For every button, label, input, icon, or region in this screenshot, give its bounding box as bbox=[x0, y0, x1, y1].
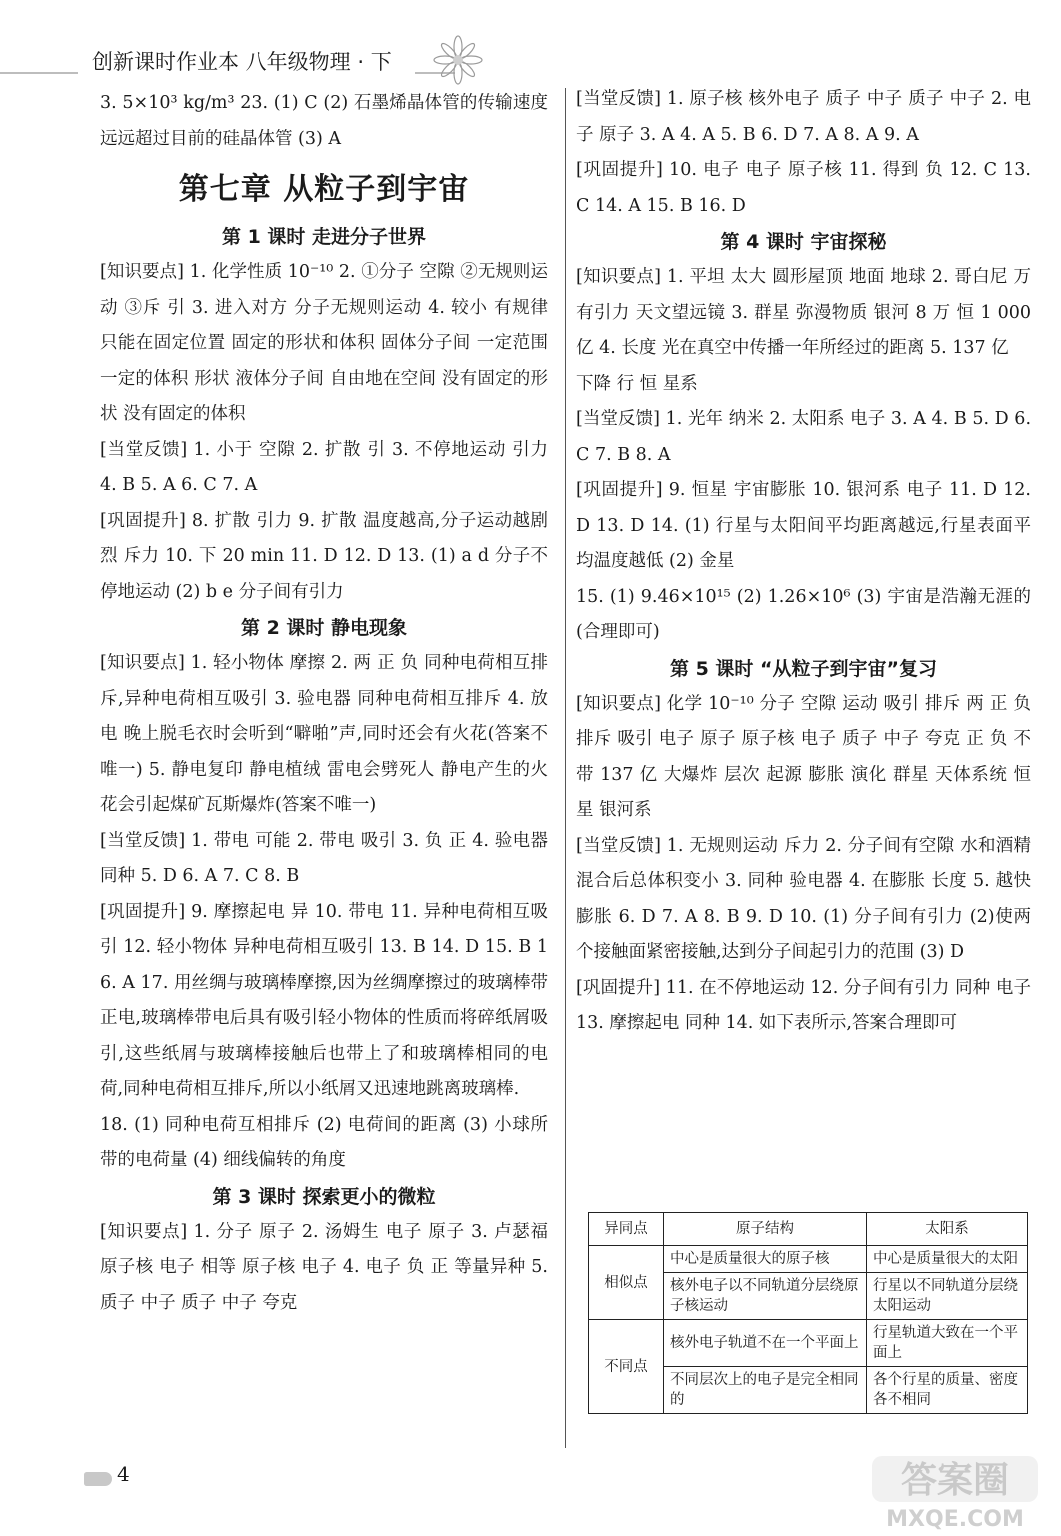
flower-icon bbox=[432, 34, 484, 86]
answer-text: 1. 光年 纳米 2. 太阳系 电子 3. A 4. B 5. D 6. C 7. B 8. A bbox=[576, 409, 1032, 465]
section-tag: [巩固提升] bbox=[100, 510, 186, 531]
answer-paragraph bbox=[576, 829, 1031, 971]
table-cell: 行星以不同轨道分层绕太阳运动 bbox=[867, 1273, 1028, 1320]
watermark-logo bbox=[858, 1452, 1048, 1532]
answer-paragraph bbox=[576, 473, 1031, 580]
section-tag: [知识要点] bbox=[100, 1221, 188, 1242]
answer-text: 10. 电子 电子 原子核 11. 得到 负 12. C 13. C 14. A 15. B 16. D bbox=[576, 160, 1031, 216]
answer-paragraph: 15. (1) 9.46×10¹⁵ (2) 1.26×10⁶ (3) 宇宙是浩瀚无涯的(合理即可) bbox=[576, 586, 1031, 642]
answer-paragraph bbox=[576, 153, 1031, 224]
table-cell: 行星轨道大致在一个平面上 bbox=[867, 1320, 1028, 1367]
table-cell: 中心是质量很大的原子核 bbox=[664, 1246, 867, 1273]
table-header-cell: 原子结构 bbox=[664, 1213, 867, 1246]
table-cell: 各个行星的质量、密度各不相同 bbox=[867, 1367, 1028, 1414]
answer-paragraph bbox=[576, 82, 1031, 153]
comparison-table bbox=[588, 1212, 1028, 1414]
answer-paragraph: 下降 行 恒 星系 bbox=[576, 373, 698, 394]
answer-paragraph: 18. (1) 同种电荷互相排斥 (2) 电荷间的距离 (3) 小球所带的电荷量 (4) 细线偏转的角度 bbox=[100, 1114, 548, 1170]
section-tag: [知识要点] bbox=[100, 653, 185, 673]
section-tag: [巩固提升] bbox=[100, 901, 186, 922]
column-divider bbox=[565, 88, 566, 1448]
answer-text: 1. 带电 可能 2. 带电 吸引 3. 负 正 4. 验电器 同种 5. D 6. A 7. C 8. B bbox=[100, 830, 549, 886]
answer-paragraph bbox=[100, 433, 548, 504]
answer-text: 1. 轻小物体 摩擦 2. 两 正 负 同种电荷相互排斥,异种电荷相互吸引 3. 验电器 同种电荷相互排斥 4. 放电 晚上脱毛衣时会听到“噼啪”声,同时还会有火花(答案不唯一) 5. 静电复印 静电植绒 雷电会劈死人 静电产生的火花会引起煤矿瓦斯爆炸(答案不唯一) bbox=[100, 653, 548, 815]
section-tag: [知识要点] bbox=[576, 267, 662, 287]
lesson-title: 第 2 课时 静电现象 bbox=[240, 617, 408, 639]
svg-text:MXQE.COM: MXQE.COM bbox=[886, 1507, 1024, 1532]
answer-text: 8. 扩散 引力 9. 扩散 温度越高,分子运动越剧烈 斥力 10. 下 20 min 11. D 12. D 13. (1) a d 分子不停地运动 (2) b e 分子间有引力 bbox=[100, 510, 548, 602]
answer-paragraph bbox=[100, 824, 548, 895]
table-header-cell: 太阳系 bbox=[867, 1213, 1028, 1246]
answer-text: 1. 平坦 太大 圆形屋顶 地面 地球 2. 哥白尼 万有引力 天文望远镜 3. 群星 弥漫物质 银河 8 万 恒 1 000 亿 4. 长度 光在真空中传播一年所经过的距离 5. 137 亿 bbox=[576, 267, 1031, 358]
answer-text: 9. 恒星 宇宙膨胀 10. 银河系 电子 11. D 12. D 13. D 14. (1) 行星与太阳间平均距离越远,行星表面平均温度越低 (2) 金星 bbox=[576, 480, 1031, 571]
page-header bbox=[0, 38, 560, 82]
table-cell: 核外电子以不同轨道分层绕原子核运动 bbox=[664, 1273, 867, 1320]
chapter-title: 第七章 从粒子到宇宙 bbox=[178, 172, 470, 207]
lesson-title: 第 4 课时 宇宙探秘 bbox=[720, 231, 887, 253]
answer-text: 1. 原子核 核外电子 质子 中子 质子 中子 2. 电子 原子 3. A 4. A 5. B 6. D 7. A 8. A 9. A bbox=[576, 89, 1031, 145]
answer-text: 1. 无规则运动 斥力 2. 分子间有空隙 水和酒精混合后总体积变小 3. 同种 验电器 4. 在膨胀 长度 5. 越快 膨胀 6. D 7. A 8. B 9. D 10. (1) 分子间有引力 (2)使两个接触面紧密接触,达到分子间起引力的范围 (3) D bbox=[576, 835, 1031, 962]
right-column bbox=[576, 82, 1031, 1042]
answer-paragraph bbox=[100, 255, 548, 433]
section-tag: [巩固提升] bbox=[576, 977, 661, 998]
answer-paragraph bbox=[576, 260, 1031, 367]
answer-paragraph bbox=[576, 402, 1031, 473]
page-marker-icon bbox=[84, 1472, 112, 1486]
answer-text: 化学 10⁻¹⁰ 分子 空隙 运动 吸引 排斥 两 正 负 排斥 吸引 电子 原子 原子核 电子 质子 中子 夸克 正 负 不带 137 亿 大爆炸 层次 起源 膨胀 演化 群星 天体系统 恒星 银河系 bbox=[576, 693, 1031, 820]
section-tag: [知识要点] bbox=[100, 262, 184, 282]
row-label: 相似点 bbox=[589, 1246, 664, 1320]
answer-text: 1. 化学性质 10⁻¹⁰ 2. ①分子 空隙 ②无规则运动 ③斥 引 3. 进入对方 分子无规则运动 4. 较小 有规律 只能在固定位置 固定的形状和体积 固体分子间 一定范围 一定的体积 形状 液体分子间 自由地在空间 没有固定的形状 没有固定的体积 bbox=[100, 262, 548, 424]
row-label: 不同点 bbox=[589, 1320, 664, 1414]
section-tag: [巩固提升] bbox=[576, 480, 663, 500]
table-cell: 不同层次上的电子是完全相同的 bbox=[664, 1367, 867, 1414]
answer-text: 11. 在不停地运动 12. 分子间有引力 同种 电子 13. 摩擦起电 同种 14. 如下表所示,答案合理即可 bbox=[576, 977, 1032, 1033]
section-tag: [知识要点] bbox=[576, 693, 661, 714]
answer-paragraph bbox=[576, 971, 1031, 1042]
table-row bbox=[589, 1246, 1028, 1273]
answer-paragraph bbox=[576, 687, 1031, 829]
answer-text: 9. 摩擦起电 异 10. 带电 11. 异种电荷相互吸引 12. 轻小物体 异种电荷相互吸引 13. B 14. D 15. B 16. A 17. 用丝绸与玻璃棒摩擦,因为丝绸摩擦过的玻璃棒带正电,玻璃棒带电后具有吸引轻小物体的性质而将碎纸屑吸引,这些纸屑与玻璃棒接触后也带上了和玻璃棒相同的电荷,同种电荷相互排斥,所以小纸屑又迅速地跳离玻璃棒. bbox=[100, 901, 548, 1099]
svg-text:答案圈: 答案圈 bbox=[900, 1460, 1010, 1501]
answer-text: 1. 小于 空隙 2. 扩散 引 3. 不停地运动 引力 4. B 5. A 6. C 7. A bbox=[100, 439, 549, 495]
page-number: 4 bbox=[117, 1462, 130, 1486]
answer-paragraph bbox=[100, 1215, 548, 1322]
left-column bbox=[100, 86, 548, 1321]
answer-paragraph bbox=[100, 504, 548, 611]
answer-paragraph: 3. 5×10³ kg/m³ 23. (1) C (2) 石墨烯晶体管的传输速度远远超过目前的硅晶体管 (3) A bbox=[100, 93, 548, 149]
lesson-title: 第 3 课时 探索更小的微粒 bbox=[212, 1185, 436, 1208]
answer-paragraph bbox=[100, 895, 548, 1108]
lesson-title: 第 1 课时 走进分子世界 bbox=[221, 226, 427, 248]
table-row bbox=[589, 1320, 1028, 1367]
book-title: 创新课时作业本 八年级物理 · 下 bbox=[92, 50, 392, 74]
table-cell: 核外电子轨道不在一个平面上 bbox=[664, 1320, 867, 1367]
section-tag: [巩固提升] bbox=[576, 160, 663, 180]
table-header-cell: 异同点 bbox=[589, 1213, 664, 1246]
table-cell: 中心是质量很大的太阳 bbox=[867, 1246, 1028, 1273]
section-tag: [当堂反馈] bbox=[100, 439, 188, 460]
section-tag: [当堂反馈] bbox=[100, 830, 186, 851]
section-tag: [当堂反馈] bbox=[576, 89, 662, 109]
header-rule bbox=[0, 72, 78, 74]
table-header-row bbox=[589, 1213, 1028, 1246]
answer-paragraph bbox=[100, 646, 548, 824]
section-tag: [当堂反馈] bbox=[576, 409, 660, 429]
answer-text: 1. 分子 原子 2. 汤姆生 电子 原子 3. 卢瑟福 原子核 电子 相等 原子核 电子 4. 电子 负 正 等量异种 5. 质子 中子 质子 中子 夸克 bbox=[100, 1221, 549, 1313]
lesson-title: 第 5 课时 “从粒子到宇宙”复习 bbox=[669, 657, 938, 680]
section-tag: [当堂反馈] bbox=[576, 835, 661, 856]
